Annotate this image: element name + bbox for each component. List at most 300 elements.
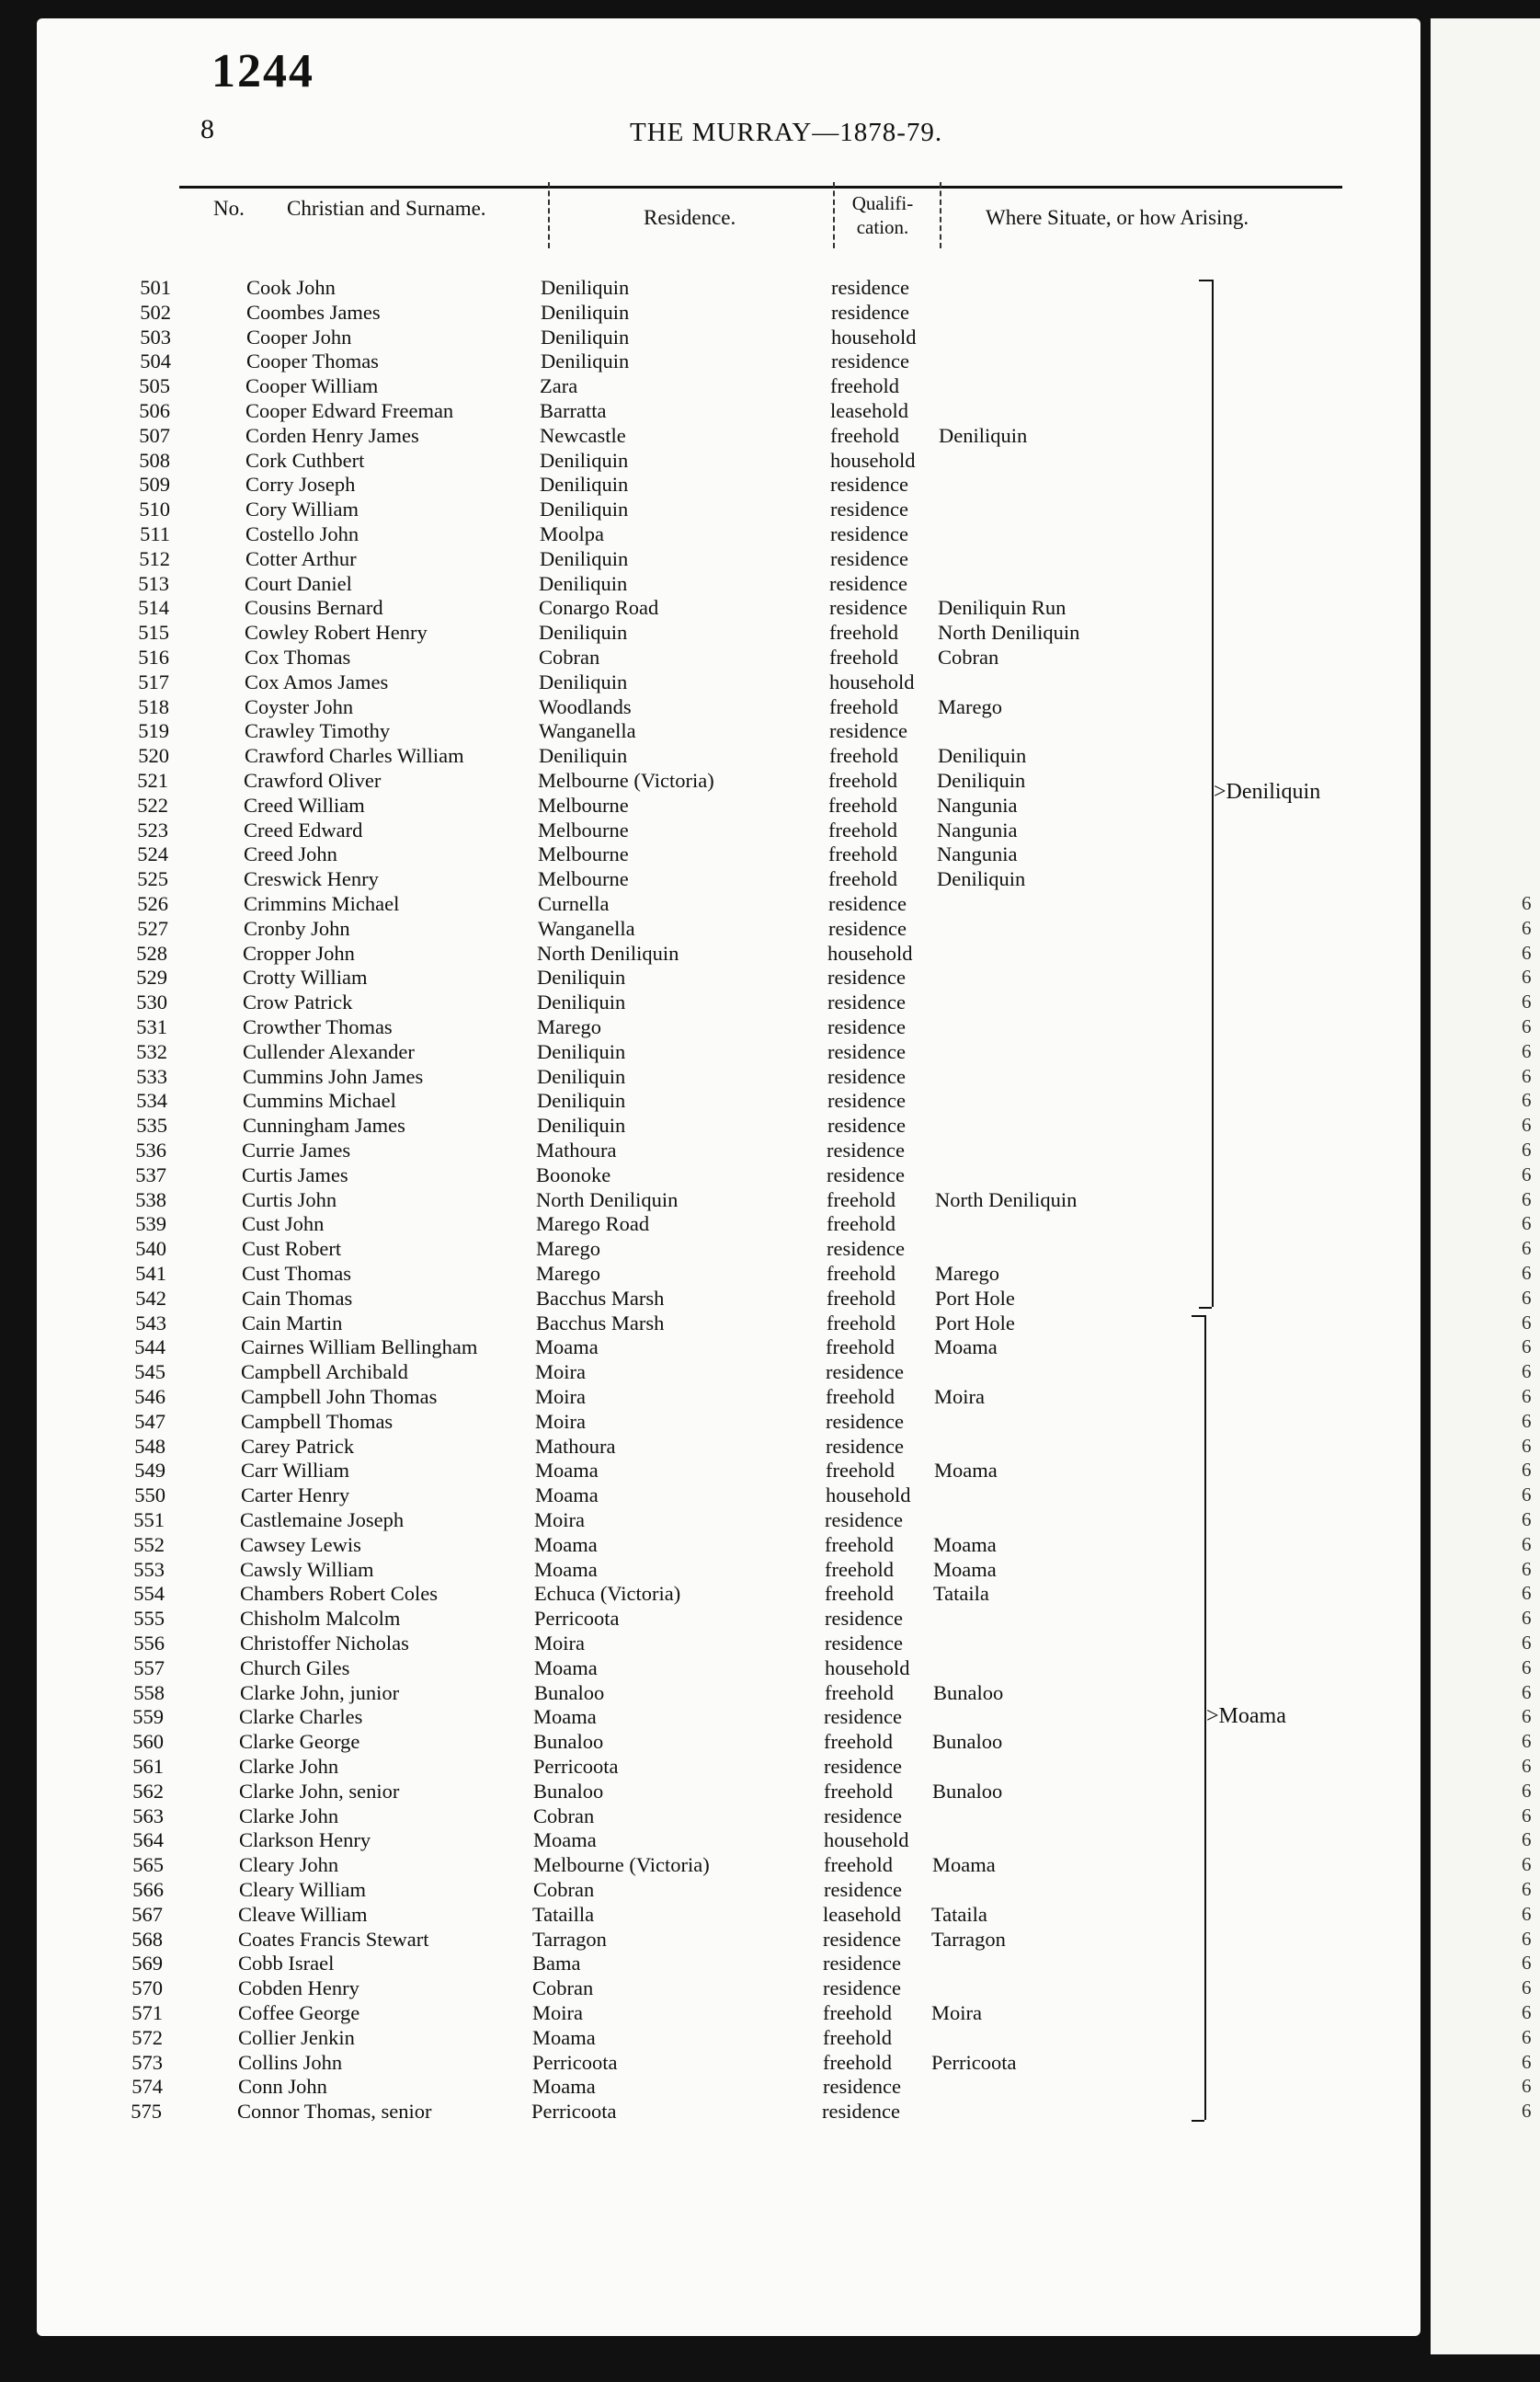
edge-mark: 6 (1522, 1655, 1532, 1678)
qualification: freehold (828, 769, 897, 792)
voter-name: Corden Henry James (245, 423, 419, 447)
qualification: freehold (824, 1779, 893, 1803)
voter-name: Crawley Timothy (245, 719, 391, 743)
entry-number: 508 (139, 448, 170, 472)
residence: Cobran (539, 646, 600, 669)
voter-name: Cain Thomas (242, 1286, 353, 1310)
edge-mark: 6 (1522, 1311, 1532, 1334)
header-where: Where Situate, or how Arising. (986, 206, 1249, 229)
where-situate: Marego (935, 1262, 999, 1285)
voter-name: Carr William (241, 1459, 350, 1483)
residence: Moama (533, 1828, 597, 1852)
qualification: residence (827, 1162, 905, 1186)
qualification: freehold (826, 1459, 895, 1483)
entry-number: 551 (133, 1508, 165, 1531)
edge-mark: 6 (1522, 1237, 1532, 1260)
where-situate: Port Hole (935, 1286, 1015, 1310)
voter-name: Campbell Thomas (241, 1409, 394, 1433)
qualification: residence (828, 892, 907, 915)
header-no: No. (213, 197, 245, 220)
entry-number: 526 (137, 892, 168, 915)
residence: Moama (535, 1335, 599, 1359)
voter-name: Cust Robert (242, 1237, 342, 1261)
voter-name: Cawsey Lewis (240, 1532, 361, 1556)
entry-number: 561 (132, 1755, 164, 1778)
entry-number: 501 (140, 276, 171, 299)
entry-number: 535 (136, 1114, 167, 1138)
entry-number: 574 (131, 2075, 163, 2099)
entry-number: 558 (133, 1680, 165, 1704)
edge-mark: 6 (1522, 991, 1532, 1013)
where-situate: North Deniliquin (938, 621, 1080, 645)
entry-number: 565 (132, 1853, 164, 1877)
entry-number: 543 (135, 1311, 166, 1334)
residence: Marego Road (536, 1212, 650, 1236)
entry-number: 567 (131, 1902, 163, 1926)
edge-mark: 6 (1522, 1976, 1532, 1999)
voter-name: Cust Thomas (242, 1262, 351, 1285)
where-situate: North Deniliquin (935, 1187, 1078, 1211)
edge-mark: 6 (1522, 1162, 1532, 1185)
edge-mark: 6 (1522, 2025, 1532, 2048)
voter-name: Costello John (245, 522, 359, 545)
voter-name: Chisholm Malcolm (240, 1607, 401, 1631)
qualification: freehold (827, 1212, 895, 1236)
entry-number: 530 (136, 991, 167, 1014)
entry-number: 555 (133, 1607, 165, 1631)
entry-number: 511 (140, 522, 170, 545)
residence: Moama (532, 2075, 596, 2099)
residence: Boonoke (536, 1162, 611, 1186)
residence: Deniliquin (541, 276, 630, 299)
where-situate: Perricoota (931, 2050, 1017, 2074)
residence: Marego (537, 1015, 601, 1038)
page-number: 1244 (211, 45, 314, 97)
qualification: freehold (829, 646, 898, 669)
residence: Deniliquin (540, 473, 629, 497)
edge-mark: 6 (1522, 1853, 1532, 1876)
voter-name: Cox Thomas (245, 646, 351, 669)
voter-name: Church Giles (240, 1655, 350, 1679)
entry-number: 541 (135, 1262, 166, 1285)
qualification: residence (823, 1927, 901, 1951)
qualification: freehold (827, 1187, 895, 1211)
residence: Woodlands (539, 694, 632, 718)
residence: Mathoura (535, 1434, 616, 1458)
where-situate: Port Hole (935, 1311, 1015, 1334)
qualification: freehold (826, 1335, 895, 1359)
qualification: household (829, 670, 915, 693)
edge-mark: 6 (1522, 1212, 1532, 1235)
header-divider (548, 182, 550, 248)
qualification: residence (826, 1409, 904, 1433)
qualification: freehold (827, 1311, 895, 1334)
voter-name: Cowley Robert Henry (245, 621, 428, 645)
residence: Moira (535, 1409, 586, 1433)
qualification: residence (831, 276, 909, 299)
entry-number: 525 (137, 867, 168, 891)
qualification: household (827, 941, 913, 965)
entry-number: 545 (134, 1360, 165, 1384)
residence: Deniliquin (540, 498, 629, 521)
residence: Moira (535, 1360, 586, 1384)
qualification: freehold (825, 1557, 894, 1581)
edge-mark: 6 (1522, 1286, 1532, 1309)
qualification: leasehold (830, 399, 908, 422)
entry-number: 553 (133, 1557, 165, 1581)
voter-name: Currie James (242, 1139, 351, 1162)
residence: Cobran (533, 1804, 595, 1827)
voter-name: Christoffer Nicholas (240, 1632, 409, 1655)
qualification: freehold (829, 694, 898, 718)
entry-number: 503 (140, 325, 171, 349)
qualification: freehold (826, 1385, 895, 1408)
edge-mark: 6 (1522, 1878, 1532, 1900)
qualification: residence (827, 1114, 906, 1138)
edge-mark: 6 (1522, 1680, 1532, 1703)
residence: Tatailla (532, 1902, 595, 1926)
where-situate: Deniliquin (939, 423, 1028, 447)
edge-mark: 6 (1522, 966, 1532, 989)
voter-name: Clarkson Henry (239, 1828, 371, 1852)
qualification: residence (827, 1015, 906, 1038)
residence: Perricoota (532, 2050, 618, 2074)
where-situate: Moama (933, 1532, 997, 1556)
residence: Cobran (533, 1878, 595, 1901)
residence: Deniliquin (537, 991, 626, 1014)
where-situate: Moama (934, 1459, 998, 1483)
entry-number: 509 (139, 473, 170, 497)
entry-number: 528 (136, 941, 167, 965)
qualification: residence (827, 1089, 906, 1113)
residence: Moama (534, 1557, 598, 1581)
entry-number: 554 (133, 1582, 165, 1606)
qualification: residence (827, 966, 906, 990)
entry-number: 523 (137, 818, 168, 842)
entry-number: 522 (137, 793, 168, 817)
voter-name: Chambers Robert Coles (240, 1582, 438, 1606)
edge-mark: 6 (1522, 1902, 1532, 1925)
entry-number: 548 (134, 1434, 165, 1458)
where-situate: Nangunia (937, 842, 1018, 866)
residence: Moama (533, 1705, 597, 1729)
voter-name: Connor Thomas, senior (237, 2100, 432, 2124)
qualification: residence (827, 1039, 906, 1063)
voter-name: Creed William (244, 793, 365, 817)
edge-mark: 6 (1522, 2100, 1532, 2123)
entry-number: 550 (134, 1483, 165, 1507)
voter-name: Creswick Henry (244, 867, 379, 891)
qualification: residence (830, 498, 908, 521)
residence: Deniliquin (540, 546, 629, 570)
entry-number: 546 (134, 1385, 165, 1408)
where-situate: Bunaloo (932, 1730, 1003, 1754)
group-brace-end (1199, 1307, 1212, 1309)
voter-name: Coffee George (238, 2001, 360, 2024)
entry-number: 573 (131, 2050, 163, 2074)
entry-number: 569 (131, 1952, 163, 1975)
residence: Deniliquin (539, 571, 628, 595)
voter-name: Cooper John (246, 325, 352, 349)
residence: Deniliquin (539, 621, 628, 645)
edge-mark: 6 (1522, 1139, 1532, 1161)
voter-name: Castlemaine Joseph (240, 1508, 405, 1531)
qualification: residence (827, 1139, 905, 1162)
entry-number: 506 (139, 399, 170, 422)
qualification: freehold (824, 1853, 893, 1877)
entry-number: 507 (139, 423, 170, 447)
voter-name: Campbell Archibald (241, 1360, 408, 1384)
voter-name: Cawsly William (240, 1557, 374, 1581)
entry-number: 505 (139, 374, 170, 398)
voter-name: Conn John (238, 2075, 327, 2099)
edge-mark: 6 (1522, 1607, 1532, 1630)
entry-number: 513 (138, 571, 169, 595)
qualification: freehold (828, 867, 897, 891)
entry-number: 560 (132, 1730, 164, 1754)
header-qualification: Qualifi-cation. (851, 192, 914, 238)
edge-mark: 6 (1522, 941, 1532, 964)
residence: Bunaloo (534, 1680, 605, 1704)
qualification: freehold (830, 423, 899, 447)
edge-mark: 6 (1522, 1114, 1532, 1137)
qualification: freehold (823, 2001, 892, 2024)
residence: Melbourne (538, 793, 629, 817)
qualification: residence (827, 1064, 906, 1088)
entry-number: 556 (133, 1632, 165, 1655)
residence: Perricoota (531, 2100, 617, 2124)
qualification: freehold (823, 2025, 892, 2049)
residence: Deniliquin (537, 1114, 626, 1138)
residence: Moira (535, 1385, 586, 1408)
entry-number: 559 (132, 1705, 164, 1729)
residence: Bama (532, 1952, 581, 1975)
voter-name: Clarke John (239, 1804, 339, 1827)
entry-number: 516 (138, 646, 169, 669)
voter-name: Campbell John Thomas (241, 1385, 438, 1408)
qualification: household (831, 325, 917, 349)
entry-number: 510 (139, 498, 170, 521)
voter-name: Cobden Henry (238, 1976, 359, 2000)
entry-number: 570 (131, 1976, 163, 2000)
edge-mark: 6 (1522, 1434, 1532, 1457)
edge-mark: 6 (1522, 1804, 1532, 1827)
entry-number: 557 (133, 1655, 165, 1679)
edge-mark: 6 (1522, 916, 1532, 939)
qualification: freehold (825, 1680, 894, 1704)
qualification: residence (827, 1237, 905, 1261)
voter-name: Creed Edward (244, 818, 363, 842)
residence: Melbourne (Victoria) (533, 1853, 710, 1877)
residence: Marego (536, 1262, 600, 1285)
entry-number: 532 (136, 1039, 167, 1063)
qualification: residence (823, 1976, 901, 2000)
voter-name: Collier Jenkin (238, 2025, 355, 2049)
edge-mark: 6 (1522, 1039, 1532, 1062)
where-situate: Deniliquin (938, 744, 1027, 768)
residence: Moolpa (540, 522, 604, 545)
entry-number: 520 (138, 744, 169, 768)
voter-name: Carter Henry (241, 1483, 350, 1507)
edge-mark: 6 (1522, 1015, 1532, 1037)
qualification: residence (831, 300, 909, 324)
qualification: household (826, 1483, 911, 1507)
qualification: freehold (825, 1532, 894, 1556)
edge-mark: 6 (1522, 1459, 1532, 1482)
qualification: household (824, 1828, 909, 1852)
voter-name: Crotty William (243, 966, 368, 990)
entry-number: 524 (137, 842, 168, 866)
residence: North Deniliquin (536, 1187, 679, 1211)
residence: Deniliquin (537, 966, 626, 990)
qualification: residence (830, 522, 908, 545)
qualification: freehold (828, 818, 897, 842)
residence: Zara (540, 374, 578, 398)
voter-name: Cork Cuthbert (245, 448, 365, 472)
qualification: freehold (830, 374, 899, 398)
entry-number: 537 (135, 1162, 166, 1186)
residence: Perricoota (533, 1755, 619, 1778)
edge-mark: 6 (1522, 1262, 1532, 1284)
voter-name: Corry Joseph (245, 473, 356, 497)
voter-name: Collins John (238, 2050, 343, 2074)
entry-number: 502 (140, 300, 171, 324)
edge-mark: 6 (1522, 1705, 1532, 1728)
entry-number: 571 (131, 2001, 163, 2024)
voter-name: Cook John (246, 276, 336, 299)
where-situate: Moama (932, 1853, 996, 1877)
voter-name: Clarke John, junior (240, 1680, 400, 1704)
edge-mark: 6 (1522, 1385, 1532, 1407)
voter-name: Cox Amos James (245, 670, 389, 693)
voter-name: Cairnes William Bellingham (241, 1335, 478, 1359)
qualification: residence (829, 571, 907, 595)
qualification: residence (828, 916, 907, 940)
entry-number: 514 (138, 596, 169, 620)
qualification: residence (829, 719, 907, 743)
edge-mark: 6 (1522, 2001, 1532, 2023)
residence: Deniliquin (540, 448, 629, 472)
voter-name: Cummins John James (243, 1064, 424, 1088)
residence: Echuca (Victoria) (534, 1582, 681, 1606)
qualification: residence (824, 1804, 902, 1827)
qualification: residence (830, 473, 908, 497)
edge-mark: 6 (1522, 892, 1532, 914)
entry-number: 568 (131, 1927, 163, 1951)
where-situate: Deniliquin Run (938, 596, 1067, 620)
residence: Perricoota (534, 1607, 620, 1631)
edge-mark: 6 (1522, 1409, 1532, 1432)
qualification: residence (823, 2075, 901, 2099)
entry-number: 515 (138, 621, 169, 645)
entry-number: 564 (132, 1828, 164, 1852)
residence: Marego (536, 1237, 600, 1261)
entry-number: 519 (138, 719, 169, 743)
group-label: >Deniliquin (1214, 780, 1321, 805)
where-situate: Marego (938, 694, 1002, 718)
voter-name: Cunningham James (243, 1114, 405, 1138)
entry-number: 512 (139, 546, 170, 570)
voter-name: Crow Patrick (243, 991, 353, 1014)
edge-mark: 6 (1522, 1927, 1532, 1950)
qualification: residence (823, 1952, 901, 1975)
edge-mark: 6 (1522, 1755, 1532, 1777)
qualification: freehold (829, 621, 898, 645)
residence: Moama (534, 1655, 598, 1679)
residence: Deniliquin (541, 349, 630, 373)
qualification: residence (824, 1755, 902, 1778)
where-situate: Bunaloo (932, 1779, 1003, 1803)
qualification: residence (831, 349, 909, 373)
edge-mark: 6 (1522, 2050, 1532, 2073)
residence: Deniliquin (537, 1039, 626, 1063)
residence: Mathoura (536, 1139, 617, 1162)
qualification: residence (827, 991, 906, 1014)
residence: Deniliquin (539, 744, 628, 768)
entry-number: 518 (138, 694, 169, 718)
entry-number: 549 (134, 1459, 165, 1483)
voter-name: Cronby John (244, 916, 350, 940)
voter-name: Crowther Thomas (243, 1015, 393, 1038)
group-brace-end (1199, 280, 1212, 281)
voter-name: Cleary John (239, 1853, 339, 1877)
residence: Moira (534, 1508, 585, 1531)
where-situate: Nangunia (937, 793, 1018, 817)
entry-number: 552 (133, 1532, 165, 1556)
entry-number: 521 (137, 769, 168, 792)
qualification: residence (830, 546, 908, 570)
residence: Deniliquin (537, 1064, 626, 1088)
edge-mark: 6 (1522, 1730, 1532, 1753)
voter-name: Cooper Edward Freeman (245, 399, 454, 422)
voter-name: Cory William (245, 498, 359, 521)
voter-name: Clarke John (239, 1755, 339, 1778)
voter-name: Cleave William (238, 1902, 368, 1926)
qualification: residence (829, 596, 907, 620)
residence: Newcastle (540, 423, 626, 447)
voter-name: Carey Patrick (241, 1434, 355, 1458)
where-situate: Moama (933, 1557, 997, 1581)
voter-name: Cousins Bernard (245, 596, 383, 620)
entry-number: 563 (132, 1804, 164, 1827)
where-situate: Deniliquin (937, 769, 1026, 792)
residence: Barratta (540, 399, 607, 422)
where-situate: Tarragon (931, 1927, 1006, 1951)
residence: Moama (535, 1483, 599, 1507)
voter-name: Clarke Charles (239, 1705, 363, 1729)
voter-name: Coombes James (246, 300, 381, 324)
edge-mark: 6 (1522, 1952, 1532, 1975)
voter-name: Coyster John (245, 694, 354, 718)
entry-number: 575 (131, 2100, 162, 2124)
where-situate: Nangunia (937, 818, 1018, 842)
edge-mark: 6 (1522, 1483, 1532, 1506)
header-divider (833, 182, 835, 248)
qualification: freehold (825, 1582, 894, 1606)
edge-mark: 6 (1522, 2075, 1532, 2098)
residence: Deniliquin (541, 325, 630, 349)
where-situate: Cobran (938, 646, 999, 669)
voter-name: Coates Francis Stewart (238, 1927, 429, 1951)
residence: Moama (532, 2025, 596, 2049)
qualification: residence (826, 1360, 904, 1384)
residence: Wanganella (539, 719, 636, 743)
residence: Moama (534, 1532, 598, 1556)
header-residence: Residence. (644, 206, 736, 229)
where-situate: Moira (934, 1385, 985, 1408)
entry-number: 527 (137, 916, 168, 940)
qualification: freehold (824, 1730, 893, 1754)
